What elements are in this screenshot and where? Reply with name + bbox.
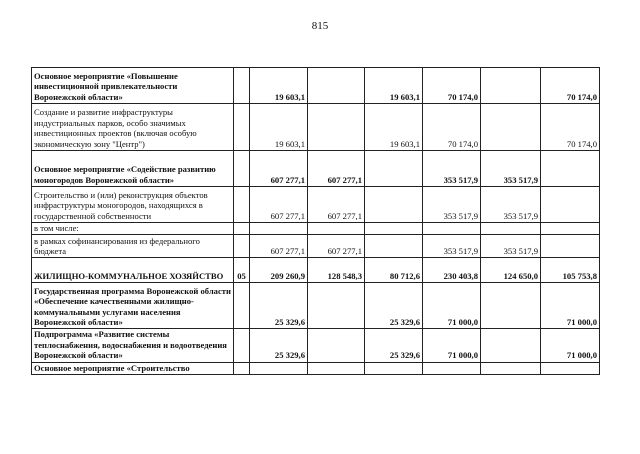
amount-cell: 71 000,0 [423,283,481,329]
table-row [32,151,600,187]
row-label: Государственная программа Воронежской области «Обеспечение качественными жилищно-коммунальными услугами населения Воронежской области» [32,283,234,329]
amount-cell [365,187,423,223]
amount-cell: 353 517,9 [423,235,481,258]
amount-cell: 19 603,1 [365,68,423,104]
amount-cell: 209 260,9 [250,258,308,283]
section-code-cell [234,223,250,235]
table-row [32,223,600,235]
amount-cell: 71 000,0 [423,329,481,362]
amount-cell [365,223,423,235]
page-number: 815 [311,20,329,32]
amount-cell: 25 329,6 [365,283,423,329]
row-label: Создание и развитие инфраструктуры индустриальных парков, особо значимых инвестиционных проектов (включая особую экономическую зону "Центр") [32,104,234,151]
amount-cell [308,68,365,104]
amount-cell [541,235,600,258]
table-row [32,362,600,374]
amount-cell [308,223,365,235]
section-code-cell [234,362,250,374]
amount-cell: 353 517,9 [481,187,541,223]
row-label: в рамках софинансирования из федерального бюджета [32,235,234,258]
row-label: ЖИЛИЩНО-КОММУНАЛЬНОЕ ХОЗЯЙСТВО [32,258,234,283]
amount-cell: 19 603,1 [365,104,423,151]
amount-cell [481,283,541,329]
section-code-cell [234,283,250,329]
row-label: в том числе: [32,223,234,235]
amount-cell [365,151,423,187]
amount-cell: 353 517,9 [423,187,481,223]
amount-cell: 353 517,9 [423,151,481,187]
amount-cell [250,362,308,374]
section-code-cell [234,68,250,104]
amount-cell: 230 403,8 [423,258,481,283]
amount-cell: 128 548,3 [308,258,365,283]
section-code-cell: 05 [234,258,250,283]
section-code-cell [234,235,250,258]
amount-cell [250,223,308,235]
amount-cell: 353 517,9 [481,235,541,258]
amount-cell [481,362,541,374]
table-row [32,329,600,362]
amount-cell: 70 174,0 [423,68,481,104]
amount-cell [541,151,600,187]
amount-cell: 19 603,1 [250,68,308,104]
table-row [32,258,600,283]
table-row [32,235,600,258]
amount-cell [481,223,541,235]
row-label: Основное мероприятие «Строительство [32,362,234,374]
amount-cell: 607 277,1 [250,151,308,187]
amount-cell [481,104,541,151]
section-code-cell [234,329,250,362]
amount-cell: 19 603,1 [250,104,308,151]
table-row [32,187,600,223]
amount-cell [308,362,365,374]
amount-cell [423,362,481,374]
row-label: Строительство и (или) реконструкция объектов инфраструктуры моногородов, находящихся в государственной собственности [32,187,234,223]
section-code-cell [234,104,250,151]
amount-cell: 71 000,0 [541,283,600,329]
amount-cell: 25 329,6 [250,329,308,362]
section-code-cell [234,151,250,187]
amount-cell: 607 277,1 [308,187,365,223]
amount-cell: 607 277,1 [308,235,365,258]
amount-cell [308,104,365,151]
amount-cell: 607 277,1 [250,235,308,258]
amount-cell: 607 277,1 [308,151,365,187]
amount-cell: 80 712,6 [365,258,423,283]
amount-cell: 607 277,1 [250,187,308,223]
amount-cell: 70 174,0 [423,104,481,151]
amount-cell [541,187,600,223]
amount-cell [481,68,541,104]
amount-cell: 124 650,0 [481,258,541,283]
amount-cell: 71 000,0 [541,329,600,362]
row-label: Основное мероприятие «Содействие развитию моногородов Воронежской области» [32,151,234,187]
amount-cell: 25 329,6 [250,283,308,329]
amount-cell [541,362,600,374]
row-label: Подпрограмма «Развитие системы теплоснабжения, водоснабжения и водоотведения Воронежской области» [32,329,234,362]
amount-cell [541,223,600,235]
amount-cell [308,329,365,362]
section-code-cell [234,187,250,223]
amount-cell: 25 329,6 [365,329,423,362]
amount-cell: 70 174,0 [541,104,600,151]
amount-cell [365,362,423,374]
amount-cell: 353 517,9 [481,151,541,187]
amount-cell: 70 174,0 [541,68,600,104]
row-label: Основное мероприятие «Повышение инвестиционной привлекательности Воронежской области» [32,68,234,104]
table-row [32,68,600,104]
budget-table [31,67,600,375]
table-row [32,283,600,329]
amount-cell [308,283,365,329]
amount-cell: 105 753,8 [541,258,600,283]
table-row [32,104,600,151]
amount-cell [481,329,541,362]
amount-cell [423,223,481,235]
amount-cell [365,235,423,258]
